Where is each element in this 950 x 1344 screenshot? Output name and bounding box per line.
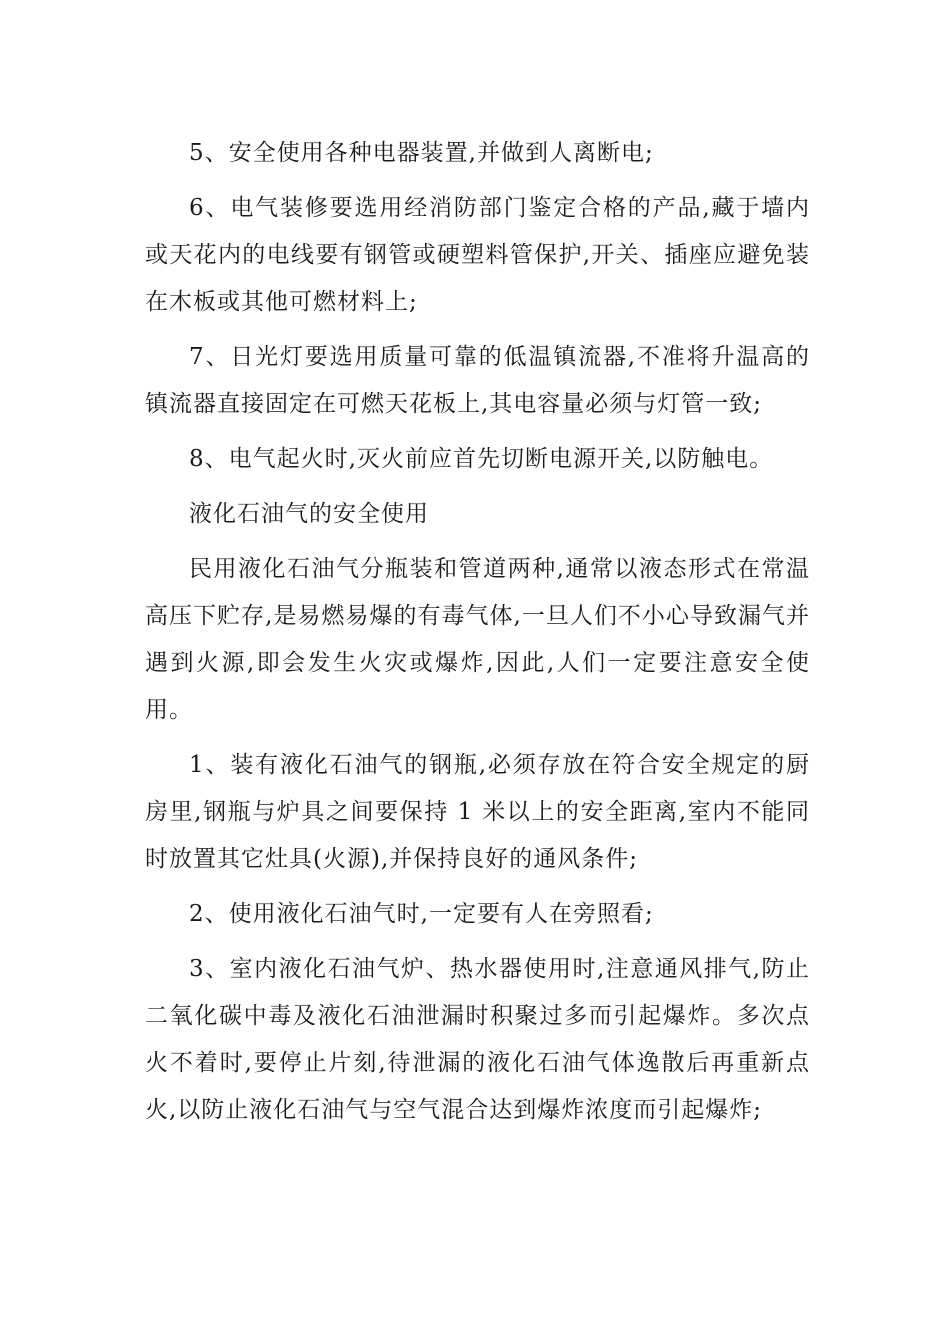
paragraph-item-6: 6、电气装修要选用经消防部门鉴定合格的产品,藏于墙内或天花内的电线要有钢管或硬塑料管保护,开关、插座应避免装在木板或其他可燃材料上; [145, 195, 810, 315]
document-body [145, 130, 810, 1142]
paragraph-item-7: 7、日光灯要选用质量可靠的低温镇流器,不准将升温高的镇流器直接固定在可燃天花板上,其电容量必须与灯管一致; [145, 344, 810, 417]
paragraph-item-5: 5、安全使用各种电器装置,并做到人离断电; [189, 140, 654, 166]
lpg-item-1: 1、装有液化石油气的钢瓶,必须存放在符合安全规定的厨房里,钢瓶与炉具之间要保持 1 米以上的安全距离,室内不能同时放置其它灶具(火源),并保持良好的通风条件; [145, 752, 810, 872]
intro-paragraph: 民用液化石油气分瓶装和管道两种,通常以液态形式在常温高压下贮存,是易燃易爆的有毒气体,一旦人们不小心导致漏气并遇到火源,即会发生火灾或爆炸,因此,人们一定要注意安全使用。 [145, 556, 810, 723]
paragraph-item-8: 8、电气起火时,灭火前应首先切断电源开关,以防触电。 [189, 446, 774, 472]
lpg-item-2: 2、使用液化石油气时,一定要有人在旁照看; [189, 901, 654, 927]
lpg-item-3: 3、室内液化石油气炉、热水器使用时,注意通风排气,防止二氧化碳中毒及液化石油泄漏时积聚过多而引起爆炸。多次点火不着时,要停止片刻,待泄漏的液化石油气体逸散后再重新点火,以防止液化石油气与空气混合达到爆炸浓度而引起爆炸; [145, 956, 810, 1123]
section-heading: 液化石油气的安全使用 [189, 501, 429, 527]
